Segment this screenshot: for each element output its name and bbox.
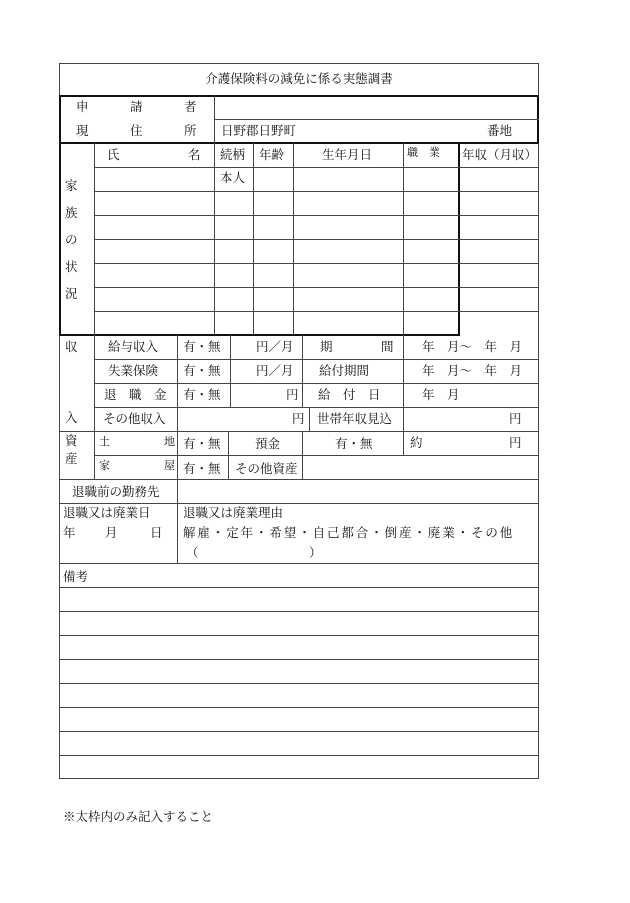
address-suffix: 番地 [487,123,513,138]
deposit-approx: 約 [410,435,423,450]
family-side-label: の [65,232,78,247]
grid-line [94,407,539,408]
grid-line [59,683,539,684]
grid-line [403,335,404,407]
deposit-yen[interactable]: 円 [509,435,522,450]
unemployment-label: 失業保険 [108,363,159,378]
household-income-label: 世帯年収見込 [317,411,393,426]
other-assets-label: その他資産 [235,461,298,476]
salary-yesno[interactable]: 有・無 [183,339,221,354]
retire-reason-paren-close: ） [309,545,322,560]
grid-line [177,335,178,407]
retire-reason-paren-open: （ [186,545,199,560]
payment-date[interactable]: 年 月 [422,387,460,402]
family-side-label: 況 [65,286,78,301]
grid-line [59,63,539,64]
benefit-period-label: 給付期間 [319,363,370,378]
grid-line [302,455,303,479]
retirement-pay-amount[interactable]: 円 [286,387,299,402]
applicant-label: 申 [76,99,89,114]
applicant-label: 請 [130,99,143,114]
other-income-label: その他収入 [103,411,166,426]
footnote: ※太枠内のみ記入すること [63,809,214,824]
grid-line [59,611,539,612]
grid-line [59,731,539,732]
grid-line [59,587,539,588]
house-yesno[interactable]: 有・無 [183,461,221,476]
house-label: 屋 [164,459,175,472]
applicant-label: 者 [184,99,197,114]
grid-line [403,407,404,431]
retire-date-month[interactable]: 月 [105,525,118,540]
header-relation: 続柄 [220,147,246,162]
grid-line [309,407,310,431]
land-label: 地 [164,435,175,448]
address-label: 住 [130,123,143,138]
grid-line [94,191,539,192]
address-label: 所 [184,123,197,138]
retirement-pay-label: 退 職 金 [104,387,167,402]
relation-self: 本人 [220,170,246,185]
address-value[interactable]: 日野郡日野町 [221,123,297,138]
grid-line [94,455,539,456]
income-side-label: 入 [65,410,78,425]
land-label: 土 [99,435,110,448]
land-yesno[interactable]: 有・無 [183,436,221,451]
retire-date-day[interactable]: 日 [150,525,163,540]
assets-side-label: 産 [65,451,78,466]
grid-line [94,287,539,288]
grid-line [214,119,539,120]
grid-line [302,431,303,455]
grid-line [94,239,539,240]
retire-date-label: 退職又は廃業日 [63,505,151,520]
grid-line [94,383,539,384]
grid-line [177,479,178,563]
grid-line [59,635,539,636]
grid-line [302,335,303,407]
retire-date-year[interactable]: 年 [63,525,76,540]
grid-line [59,142,539,144]
deposit-label: 預金 [255,436,281,451]
grid-line [94,359,539,360]
grid-line [230,335,231,407]
retire-reason-options[interactable]: 解雇・定年・希望・自己都合・倒産・廃業・その他 [183,525,515,540]
grid-line [94,215,539,216]
grid-line [59,707,539,708]
family-side-label: 状 [65,259,78,274]
header-occupation: 職 業 [407,146,440,159]
grid-line [177,407,178,431]
header-name: 名 [188,147,201,162]
retirement-pay-yesno[interactable]: 有・無 [183,387,221,402]
grid-line [59,431,539,432]
address-label: 現 [76,123,89,138]
grid-line [59,563,539,564]
form-title: 介護保険料の減免に係る実態調書 [205,71,393,86]
header-birthdate: 生年月日 [322,147,373,162]
salary-amount[interactable]: 円／月 [256,339,294,354]
applicant-field[interactable] [215,96,537,118]
benefit-period[interactable]: 年 月～ 年 月 [422,363,523,378]
income-side-label: 収 [65,339,78,354]
grid-line [59,503,539,504]
period-label: 期 [320,339,333,354]
period-label: 間 [381,339,394,354]
prev-employer-label: 退職前の勤務先 [72,484,160,499]
grid-line [538,63,539,778]
assets-side-label: 資 [65,433,78,448]
grid-line [94,167,539,168]
grid-line [228,431,229,479]
salary-label: 給与収入 [108,339,159,354]
salary-period[interactable]: 年 月～ 年 月 [422,339,523,354]
deposit-yesno[interactable]: 有・無 [335,436,373,451]
remarks-label: 備考 [63,569,89,584]
family-side-label: 家 [65,178,78,193]
grid-line [177,431,178,479]
grid-line [403,431,404,455]
unemployment-amount[interactable]: 円／月 [256,363,294,378]
grid-line [59,334,460,336]
grid-line [59,659,539,660]
grid-line [59,95,61,335]
grid-line [59,755,539,756]
retire-reason-label: 退職又は廃業理由 [183,505,284,520]
header-age: 年齢 [259,147,285,162]
grid-line [94,311,539,312]
grid-line [59,479,539,480]
grid-line [94,335,95,479]
unemployment-yesno[interactable]: 有・無 [183,363,221,378]
grid-line [59,778,539,779]
house-label: 家 [99,459,110,472]
header-income: 年収（月収） [462,147,538,162]
header-name: 氏 [107,147,120,162]
other-income-amount[interactable]: 円 [292,411,305,426]
grid-line [94,263,539,264]
family-side-label: 族 [65,205,78,220]
household-income-amount[interactable]: 円 [509,411,522,426]
payment-date-label: 給 付 日 [318,387,381,402]
